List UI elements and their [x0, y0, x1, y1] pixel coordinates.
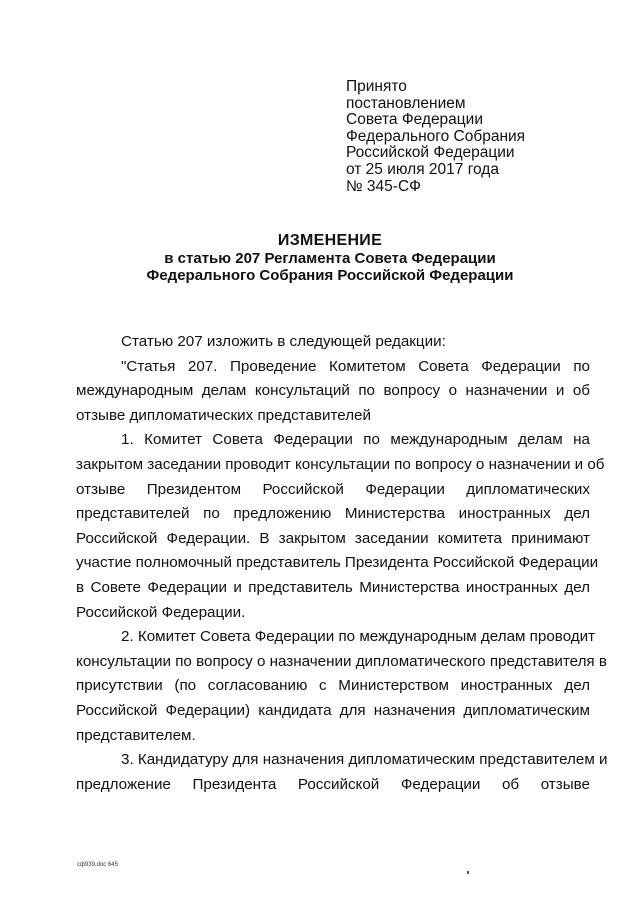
heading-title: ИЗМЕНЕНИЕ — [277, 232, 383, 249]
document-body — [76, 330, 608, 797]
body-line: Российской Федерации) кандидата для назначения дипломатическим — [76, 701, 590, 719]
adopted-line: от 25 июля 2017 года — [346, 160, 499, 178]
body-line: в Совете Федерации и представитель Министерства иностранных дел — [76, 578, 590, 596]
body-line: "Статья 207. Проведение Комитетом Совета Федерации по — [121, 357, 590, 375]
adopted-stamp-block — [346, 79, 606, 195]
body-line: 3. Кандидатуру для назначения дипломатическим представителем и — [121, 751, 608, 769]
body-line: 2. Комитет Совета Федерации по международным делам проводит — [121, 628, 596, 646]
body-line: консультации по вопросу о назначении дипломатического представителя в — [76, 652, 607, 670]
body-line: представителей по предложению Министерства иностранных дел — [76, 505, 590, 523]
heading-line-1: в статью 207 Регламента Совета Федерации — [164, 250, 496, 267]
body-line: 1. Комитет Совета Федерации по международным делам на — [121, 431, 590, 449]
body-line: закрытом заседании проводит консультации по вопросу о назначении и об — [76, 455, 605, 473]
body-line: международным делам консультаций по вопросу о назначении и об — [76, 382, 590, 400]
adopted-line: Совета Федерации — [346, 111, 483, 129]
heading-line-2: Федерального Собрания Российской Федерации — [146, 267, 514, 284]
file-code-footer: сф939.doc 645 — [77, 862, 118, 868]
adopted-line: Федерального Собрания — [346, 127, 526, 145]
adopted-line: Принято — [346, 78, 407, 95]
body-line: Российской Федерации. — [76, 603, 246, 621]
body-line: присутствии (по согласованию с Министерством иностранных дел — [76, 677, 590, 695]
body-line: Статью 207 изложить в следующей редакции: — [121, 333, 446, 350]
body-line: предложение Президента Российской Федерации об отзыве — [76, 775, 590, 793]
body-line: Российской Федерации. В закрытом заседании комитета принимают — [76, 529, 590, 547]
body-line: отзыве дипломатических представителей — [76, 406, 371, 424]
body-line: отзыве Президентом Российской Федерации дипломатических — [76, 480, 590, 498]
body-line: представителем. — [76, 726, 196, 744]
adopted-line: постановлением — [346, 94, 466, 112]
document-heading — [80, 232, 580, 284]
adopted-line: Российской Федерации — [346, 144, 515, 162]
body-line: участие полномочный представитель Президента Российской Федерации — [76, 554, 599, 572]
adopted-line: № 345-СФ — [346, 177, 421, 195]
scan-speck — [467, 871, 469, 874]
